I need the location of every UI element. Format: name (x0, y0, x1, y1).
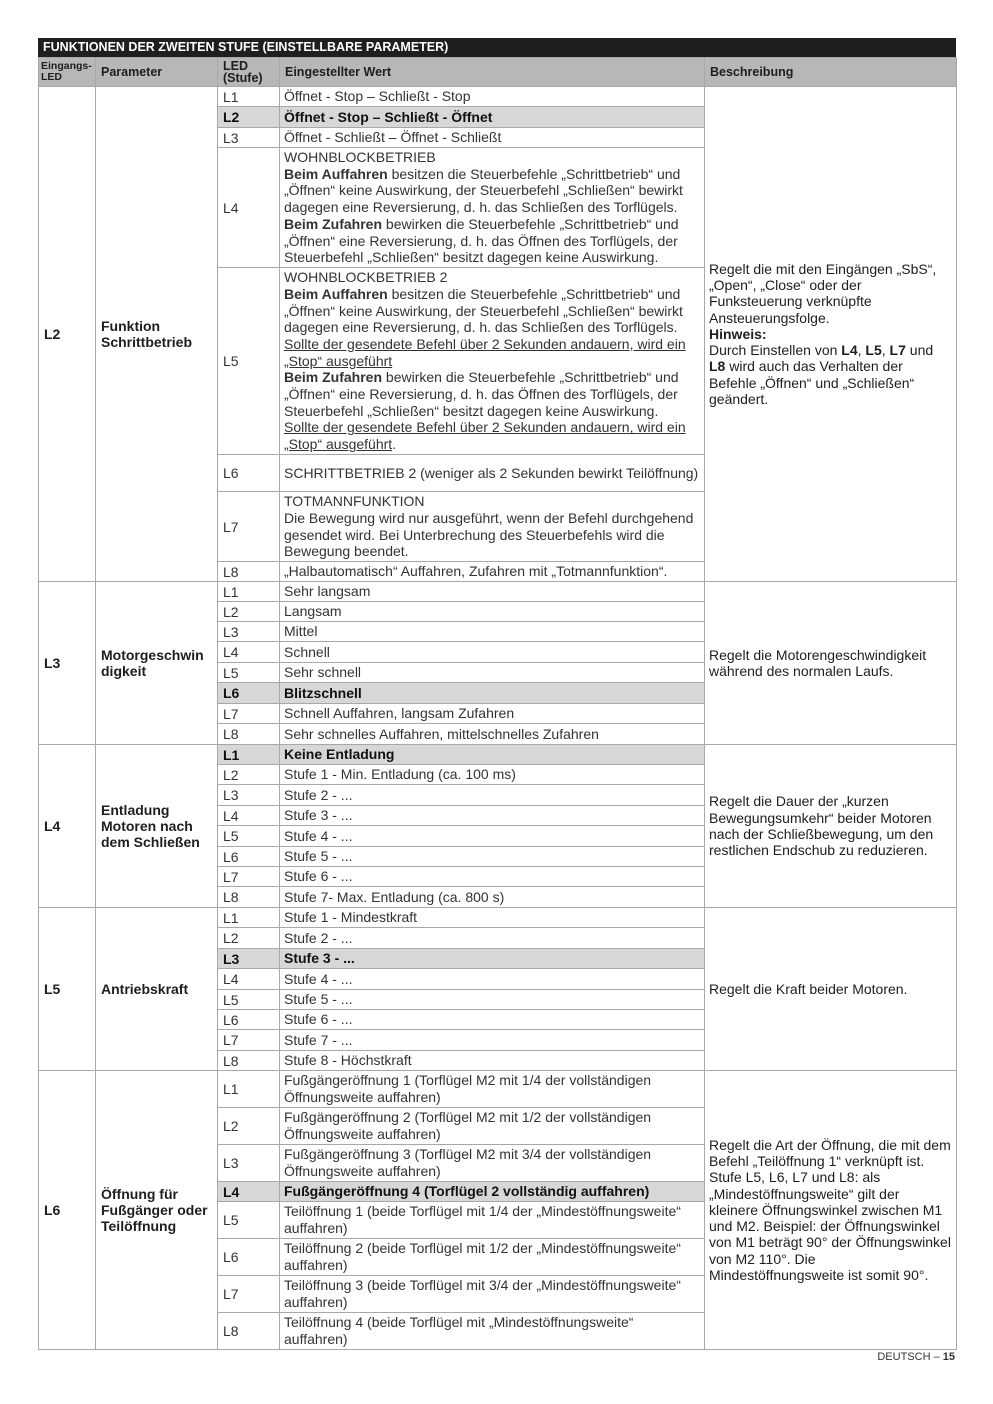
value-cell: Stufe 4 - ... (280, 969, 705, 990)
table-row (39, 582, 957, 602)
group-parameter: Öffnung für Fußgänger oder Teilöffnung (96, 1071, 218, 1350)
table-row (39, 87, 957, 107)
header-input-led: Eingangs-LED (39, 58, 96, 87)
value-cell: Keine Entladung (280, 745, 705, 765)
led-level: L3 (218, 949, 280, 969)
value-cell: Schnell (280, 642, 705, 663)
note-l4: L4 (841, 342, 858, 359)
header-description: Beschreibung (705, 58, 957, 87)
value-cell: „Halbautomatisch“ Auffahren, Zufahren mit „Totmannfunktion“. (280, 562, 705, 582)
note-l7: L7 (889, 342, 906, 359)
led-level: L7 (218, 1030, 280, 1051)
group-input-led: L6 (39, 1071, 96, 1350)
group-parameter: Motorgeschwin digkeit (96, 582, 218, 745)
note-l5: L5 (865, 342, 882, 359)
led-level: L6 (218, 1010, 280, 1030)
description-text: Regelt die mit den Eingängen „SbS“, „Open“, „Close“ oder der Funksteuerung verknüpfte Ansteuerungsfolge. (709, 260, 937, 326)
header-value: Eingestellter Wert (280, 58, 705, 87)
value-cell: Sehr schnelles Auffahren, mittelschnelles Zufahren (280, 724, 705, 745)
open-note: Sollte der gesendete Befehl über 2 Sekunden andauern, wird ein „Stop“ ausgeführt (284, 335, 686, 369)
close-label: Beim Zufahren (284, 369, 383, 386)
table-title: FUNKTIONEN DER ZWEITEN STUFE (EINSTELLBARE PARAMETER) (38, 38, 956, 57)
value-cell: Stufe 3 - ... (280, 949, 705, 969)
led-level: L2 (218, 928, 280, 949)
mode-text: Die Bewegung wird nur ausgeführt, wenn der Befehl durchgehend gesendet wird. Bei Unterbrechung des Steuerbefehls wird die Bewegung beendet. (284, 509, 694, 560)
led-level: L2 (218, 107, 280, 128)
mode-heading: WOHNBLOCKBETRIEB (284, 149, 436, 166)
led-level: L2 (218, 1108, 280, 1145)
value-cell: Fußgängeröffnung 4 (Torflügel 2 vollständig auffahren) (280, 1182, 705, 1202)
value-cell: Sehr schnell (280, 663, 705, 683)
led-level: L8 (218, 887, 280, 908)
group-input-led: L5 (39, 908, 96, 1071)
note-sep: , (881, 342, 890, 359)
note-text: Durch Einstellen von (709, 342, 842, 359)
value-cell: Stufe 2 - ... (280, 928, 705, 949)
note-and: und (905, 342, 934, 359)
led-level: L1 (218, 87, 280, 107)
led-level: L1 (218, 745, 280, 765)
led-level: L6 (218, 847, 280, 867)
value-cell (280, 492, 705, 562)
value-cell: Öffnet - Schließt – Öffnet - Schließt (280, 128, 705, 148)
group-description: Regelt die Art der Öffnung, die mit dem Befehl „Teilöffnung 1“ verknüpft ist. Stufe L5, L6, L7 und L8: als „Mindestöffnungsweite“ gilt der kleinere Öffnungswinkel zwischen M1 und M2. Beispiel: der Öffnungswinkel von M1 beträgt 90° der Öffnungswinkel von M2 110°. Die Mindestöffnungsweite ist somit 90°. (705, 1071, 957, 1350)
open-label: Beim Auffahren (284, 165, 388, 182)
close-note: Sollte der gesendete Befehl über 2 Sekunden andauern, wird ein „Stop“ ausgeführt (284, 419, 686, 453)
note-text-end: wird auch das Verhalten der Befehle „Öffnen“ und „Schließen“ geändert. (709, 358, 915, 408)
group-input-led: L3 (39, 582, 96, 745)
group-parameter: Entladung Motoren nach dem Schließen (96, 745, 218, 908)
value-cell: Teilöffnung 2 (beide Torflügel mit 1/2 der „Mindestöffnungsweite“ auffahren) (280, 1239, 705, 1276)
led-level: L1 (218, 908, 280, 928)
value-cell: Öffnet - Stop – Schließt - Stop (280, 87, 705, 107)
value-cell: Stufe 5 - ... (280, 847, 705, 867)
close-label: Beim Zufahren (284, 215, 383, 232)
led-level: L5 (218, 826, 280, 847)
value-cell: Schnell Auffahren, langsam Zufahren (280, 704, 705, 724)
led-level: L4 (218, 1182, 280, 1202)
value-cell (280, 268, 705, 455)
value-cell: Sehr langsam (280, 582, 705, 602)
open-text: besitzen die Steuerbefehle „Schrittbetrieb“ und „Öffnen“ keine Auswirkung, der Steuerbefehl „Schließen“ bewirkt dagegen eine Reversierung, d. h. das Schließen des Torflügels. (284, 165, 683, 216)
value-cell: Stufe 6 - ... (280, 867, 705, 887)
led-level: L6 (218, 1239, 280, 1276)
led-level: L3 (218, 622, 280, 642)
value-cell: Teilöffnung 1 (beide Torflügel mit 1/4 der „Mindestöffnungsweite“ auffahren) (280, 1202, 705, 1239)
led-level: L2 (218, 765, 280, 785)
value-cell: Stufe 1 - Min. Entladung (ca. 100 ms) (280, 765, 705, 785)
led-level: L4 (218, 969, 280, 990)
parameter-table (38, 57, 957, 1350)
value-cell: Stufe 2 - ... (280, 785, 705, 806)
led-level: L4 (218, 642, 280, 663)
value-cell: Stufe 7 - ... (280, 1030, 705, 1051)
led-level: L5 (218, 990, 280, 1010)
led-level: L7 (218, 1276, 280, 1313)
table-row (39, 908, 957, 928)
page-number: 15 (942, 1351, 955, 1363)
group-input-led: L2 (39, 87, 96, 582)
led-level: L8 (218, 724, 280, 745)
header-led: LED (Stufe) (218, 58, 280, 87)
table-row (39, 1071, 957, 1108)
led-level: L7 (218, 704, 280, 724)
group-parameter: Funktion Schrittbetrieb (96, 87, 218, 582)
value-cell: Blitzschnell (280, 683, 705, 704)
value-cell: Stufe 4 - ... (280, 826, 705, 847)
value-cell: Stufe 1 - Mindestkraft (280, 908, 705, 928)
led-level: L8 (218, 562, 280, 582)
page-footer (877, 1351, 955, 1363)
group-parameter: Antriebskraft (96, 908, 218, 1071)
value-cell: Fußgängeröffnung 3 (Torflügel M2 mit 3/4 der vollständigen Öffnungsweite auffahren) (280, 1145, 705, 1182)
value-cell: Teilöffnung 4 (beide Torflügel mit „Mindestöffnungsweite“ auffahren) (280, 1313, 705, 1350)
value-cell: Fußgängeröffnung 1 (Torflügel M2 mit 1/4 der vollständigen Öffnungsweite auffahren) (280, 1071, 705, 1108)
value-cell: Stufe 3 - ... (280, 806, 705, 826)
footer-language: DEUTSCH – (877, 1351, 943, 1363)
led-level: L4 (218, 806, 280, 826)
led-level: L7 (218, 492, 280, 562)
mode-heading: WOHNBLOCKBETRIEB 2 (284, 269, 448, 286)
value-cell: Stufe 6 - ... (280, 1010, 705, 1030)
led-level: L5 (218, 663, 280, 683)
value-cell: Öffnet - Stop – Schließt - Öffnet (280, 107, 705, 128)
header-row (39, 58, 957, 87)
mode-heading: TOTMANNFUNKTION (284, 493, 425, 510)
group-description (705, 87, 957, 582)
led-level: L8 (218, 1313, 280, 1350)
led-level: L5 (218, 1202, 280, 1239)
led-level: L4 (218, 148, 280, 268)
value-cell: Stufe 8 - Höchstkraft (280, 1051, 705, 1071)
value-cell (280, 148, 705, 268)
value-cell: SCHRITTBETRIEB 2 (weniger als 2 Sekunden bewirkt Teilöffnung) (280, 455, 705, 492)
led-level: L3 (218, 785, 280, 806)
value-cell: Stufe 5 - ... (280, 990, 705, 1010)
led-level: L3 (218, 128, 280, 148)
led-level: L6 (218, 455, 280, 492)
header-parameter: Parameter (96, 58, 218, 87)
value-cell: Langsam (280, 602, 705, 622)
close-text: bewirken die Steuerbefehle „Schrittbetrieb“ und „Öffnen“ eine Reversierung, d. h. das Öffnen des Torflügels, der Steuerbefehl „Schließen“ besitzt dagegen keine Auswirkung. (284, 215, 679, 266)
led-level: L1 (218, 582, 280, 602)
led-level: L1 (218, 1071, 280, 1108)
note-label: Hinweis: (709, 325, 767, 342)
led-level: L2 (218, 602, 280, 622)
group-description: Regelt die Motorengeschwindigkeit während des normalen Laufs. (705, 582, 957, 745)
group-description: Regelt die Dauer der „kurzen Bewegungsumkehr“ beider Motoren nach der Schließbewegung, um den restlichen Endschub zu reduzieren. (705, 745, 957, 908)
close-note-end: . (392, 436, 397, 453)
value-cell: Stufe 7- Max. Entladung (ca. 800 s) (280, 887, 705, 908)
close-text: bewirken die Steuerbefehle „Schrittbetrieb“ und „Öffnen“ eine Reversierung, d. h. das Öffnen des Torflügels, der Steuerbefehl „Schließen“ besitzt dagegen keine Auswirkung. (284, 369, 679, 419)
value-cell: Mittel (280, 622, 705, 642)
open-text: besitzen die Steuerbefehle „Schrittbetrieb“ und „Öffnen“ keine Auswirkung, der Steuerbefehl „Schließen“ bewirkt dagegen eine Reversierung, d. h. das Schließen des Torflügels. (284, 285, 683, 336)
led-level: L5 (218, 268, 280, 455)
group-input-led: L4 (39, 745, 96, 908)
value-cell: Teilöffnung 3 (beide Torflügel mit 3/4 der „Mindestöffnungsweite“ auffahren) (280, 1276, 705, 1313)
group-description: Regelt die Kraft beider Motoren. (705, 908, 957, 1071)
note-sep: , (857, 342, 866, 359)
led-level: L7 (218, 867, 280, 887)
open-label: Beim Auffahren (284, 285, 388, 302)
value-cell: Fußgängeröffnung 2 (Torflügel M2 mit 1/2 der vollständigen Öffnungsweite auffahren) (280, 1108, 705, 1145)
parameter-document (38, 38, 956, 1350)
led-level: L3 (218, 1145, 280, 1182)
led-level: L6 (218, 683, 280, 704)
note-l8: L8 (709, 358, 726, 375)
led-level: L8 (218, 1051, 280, 1071)
table-row-selected (39, 745, 957, 765)
